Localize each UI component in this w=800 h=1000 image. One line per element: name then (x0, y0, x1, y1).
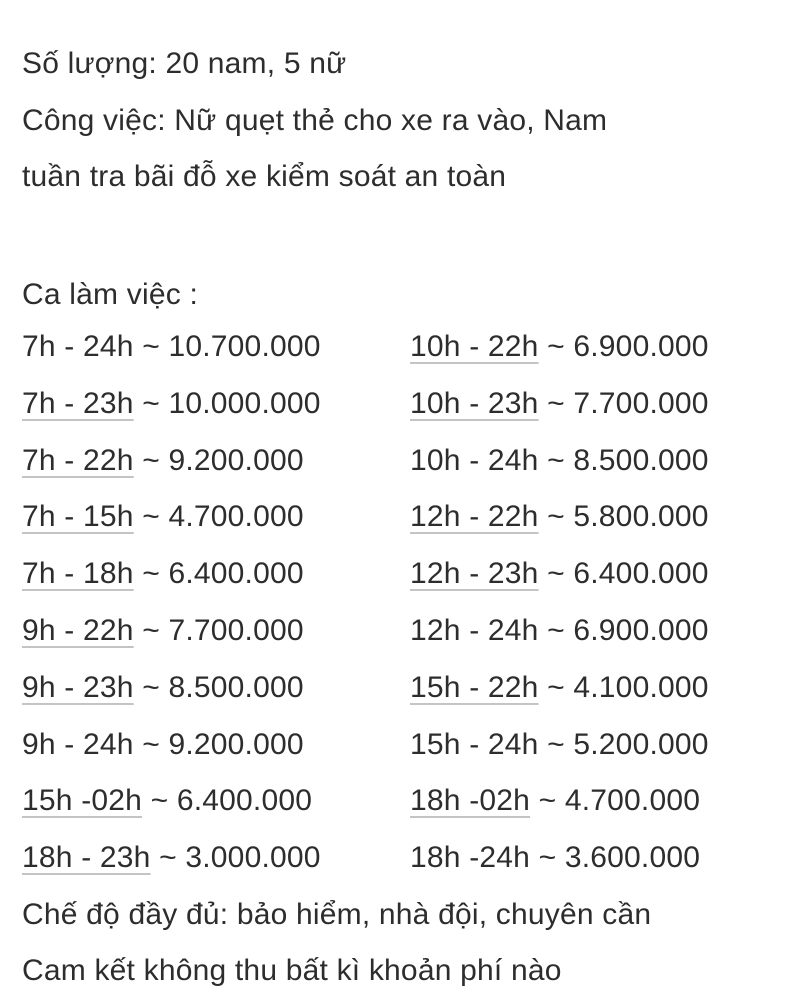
shift-separator: ~ (150, 841, 186, 875)
shift-entry (22, 613, 304, 649)
shift-pay: 9.200.000 (168, 443, 304, 477)
shift-time: 12h - 24h (410, 614, 539, 647)
shift-time: 15h - 22h (410, 670, 539, 704)
shift-separator: ~ (538, 670, 574, 704)
shift-separator: ~ (530, 841, 565, 875)
job-description-line-1: Công việc: Nữ quẹt thẻ cho xe ra vào, Nam (22, 104, 608, 137)
shift-pay: 6.400.000 (573, 557, 709, 591)
shift-pay: 6.900.000 (573, 330, 709, 363)
shift-separator: ~ (538, 500, 574, 534)
shift-entry (410, 840, 700, 876)
shift-separator: ~ (133, 670, 169, 704)
shift-time: 18h - 23h (22, 841, 151, 875)
shift-pay: 4.100.000 (573, 670, 709, 704)
shift-pay: 9.200.000 (168, 727, 304, 761)
shift-separator: ~ (133, 330, 169, 363)
shift-entry (410, 386, 709, 422)
shift-separator: ~ (530, 784, 565, 818)
shift-time: 7h - 22h (22, 443, 134, 477)
shift-separator: ~ (538, 727, 574, 761)
shift-separator: ~ (538, 386, 574, 420)
shift-entry (410, 556, 709, 592)
shift-entry (410, 670, 709, 706)
shift-time: 9h - 24h (22, 727, 134, 761)
shift-time: 10h - 23h (410, 386, 539, 420)
shift-pay: 10.000.000 (168, 386, 321, 420)
shift-pay: 5.200.000 (573, 727, 709, 761)
job-description-line-2: tuần tra bãi đỗ xe kiểm soát an toàn (22, 160, 507, 193)
shift-pay: 3.600.000 (564, 841, 701, 875)
shift-entry (410, 783, 700, 819)
shift-time: 18h -02h (410, 784, 531, 818)
shift-pay: 6.900.000 (573, 614, 709, 647)
shift-separator: ~ (133, 557, 169, 591)
shift-pay: 4.700.000 (564, 784, 701, 818)
shift-pay: 5.800.000 (573, 500, 709, 534)
shift-separator: ~ (133, 727, 169, 761)
shift-pay: 8.500.000 (168, 670, 304, 704)
quantity-line: Số lượng: 20 nam, 5 nữ (22, 47, 347, 80)
shift-separator: ~ (133, 386, 169, 420)
shift-time: 7h - 24h (22, 330, 134, 363)
shift-time: 15h - 24h (410, 727, 539, 761)
shifts-title: Ca làm việc : (22, 278, 198, 311)
shift-separator: ~ (142, 784, 177, 818)
shift-separator: ~ (133, 500, 169, 534)
shift-separator: ~ (538, 557, 574, 591)
shift-entry (22, 329, 321, 365)
shift-entry (22, 443, 304, 479)
shift-time: 9h - 22h (22, 614, 134, 647)
shift-time: 12h - 23h (410, 557, 539, 591)
shift-entry (410, 727, 709, 763)
shift-time: 9h - 23h (22, 670, 134, 704)
shift-pay: 8.500.000 (573, 443, 709, 477)
shift-pay: 7.700.000 (573, 386, 709, 420)
shift-pay: 10.700.000 (168, 330, 321, 363)
shift-separator: ~ (538, 443, 574, 477)
shift-pay: 7.700.000 (168, 614, 304, 647)
shift-entry (410, 499, 709, 535)
shift-entry (410, 329, 709, 365)
shift-time: 10h - 22h (410, 330, 539, 363)
shift-entry (22, 840, 321, 876)
shift-entry (410, 443, 709, 479)
shift-entry (22, 499, 304, 535)
shift-separator: ~ (538, 330, 574, 363)
shift-entry (22, 783, 312, 819)
commitment-line: Cam kết không thu bất kì khoản phí nào (22, 954, 562, 987)
shift-time: 10h - 24h (410, 443, 539, 477)
shift-time: 7h - 15h (22, 500, 134, 534)
shift-entry (410, 613, 709, 649)
shift-pay: 6.400.000 (176, 784, 313, 818)
benefits-line: Chế độ đầy đủ: bảo hiểm, nhà đội, chuyên cần (22, 898, 652, 931)
shift-pay: 4.700.000 (168, 500, 304, 534)
shift-entry (22, 556, 304, 592)
shift-pay: 3.000.000 (185, 841, 321, 875)
shift-time: 7h - 23h (22, 386, 134, 420)
shift-time: 18h -24h (410, 841, 531, 875)
shift-separator: ~ (133, 443, 169, 477)
shift-entry (22, 727, 304, 763)
shift-time: 7h - 18h (22, 557, 134, 591)
shift-separator: ~ (133, 614, 169, 647)
shift-separator: ~ (538, 614, 574, 647)
shift-entry (22, 670, 304, 706)
shift-entry (22, 386, 321, 422)
shift-time: 12h - 22h (410, 500, 539, 534)
shift-time: 15h -02h (22, 784, 143, 818)
shift-pay: 6.400.000 (168, 557, 304, 591)
